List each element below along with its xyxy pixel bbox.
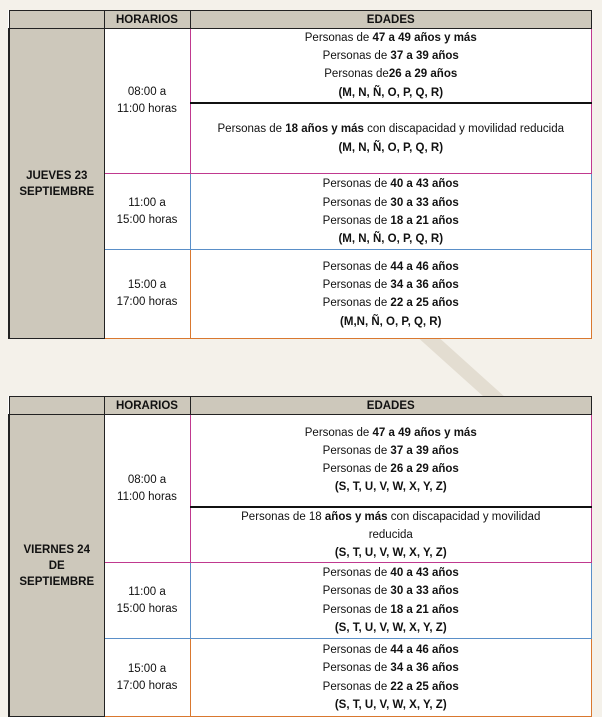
header-edades: EDADES xyxy=(190,11,592,29)
time-slot-1: 08:00 a 11:00 horas xyxy=(104,29,190,174)
schedule-table-friday xyxy=(8,396,592,717)
time-slot-3: 15:00 a 17:00 horas xyxy=(104,250,190,339)
header-horarios: HORARIOS xyxy=(104,11,190,29)
letter-group: (S, T, U, V, W, X, Y, Z) xyxy=(334,546,447,559)
time-slot-2: 11:00 a 15:00 horas xyxy=(104,563,190,639)
time-slot-2: 11:00 a 15:00 horas xyxy=(104,174,190,250)
age-group: Personas de 44 a 46 años Personas de 34 a 36 años Personas de 22 a 25 años (M,N, Ñ, O, P, Q, R) xyxy=(190,250,592,339)
age-group: Personas de 44 a 46 años Personas de 34 a 36 años Personas de 22 a 25 años (S, T, U, V, W, X, Y, Z) xyxy=(190,639,592,717)
age-group: Personas de 47 a 49 años y más Personas de 37 a 39 años Personas de 26 a 29 años (S, T, U, V, W, X, Y, Z) xyxy=(190,415,592,507)
corner-cell xyxy=(9,397,104,415)
time-slot-1: 08:00 a 11:00 horas xyxy=(104,415,190,563)
letter-group: (S, T, U, V, W, X, Y, Z) xyxy=(334,698,447,711)
day-label-thursday xyxy=(9,29,104,339)
day-line: VIERNES 24 xyxy=(23,543,90,556)
header-horarios: HORARIOS xyxy=(104,397,190,415)
letter-group: (M, N, Ñ, O, P, Q, R) xyxy=(338,233,444,246)
day-label-friday xyxy=(9,415,104,717)
day-line: DE xyxy=(48,559,65,572)
day-line: JUEVES 23 xyxy=(26,169,88,182)
letter-group: (S, T, U, V, W, X, Y, Z) xyxy=(334,481,447,494)
letter-group: (M, N, Ñ, O, P, Q, R) xyxy=(338,86,444,99)
letter-group: (S, T, U, V, W, X, Y, Z) xyxy=(334,621,447,634)
time-slot-3: 15:00 a 17:00 horas xyxy=(104,639,190,717)
age-group-disability: Personas de 18 años y más con discapacidad y movilidad reducida (M, N, Ñ, O, P, Q, R) xyxy=(190,103,592,174)
age-group: Personas de 40 a 43 años Personas de 30 a 33 años Personas de 18 a 21 años (S, T, U, V, W, X, Y, Z) xyxy=(190,563,592,639)
letter-group: (M, N, Ñ, O, P, Q, R) xyxy=(338,141,444,154)
corner-cell xyxy=(9,11,104,29)
age-group: Personas de 47 a 49 años y más Personas de 37 a 39 años Personas de26 a 29 años (M, N, Ñ, O, P, Q, R) xyxy=(190,29,592,103)
schedule-table-thursday xyxy=(8,10,592,339)
header-edades: EDADES xyxy=(190,397,592,415)
age-group-disability: Personas de 18 años y más con discapacidad y movilidad reducida (S, T, U, V, W, X, Y, Z) xyxy=(190,507,592,563)
letter-group: (M,N, Ñ, O, P, Q, R) xyxy=(340,315,442,328)
day-line: SEPTIEMBRE xyxy=(19,575,95,588)
day-line: SEPTIEMBRE xyxy=(19,185,95,198)
age-group: Personas de 40 a 43 años Personas de 30 a 33 años Personas de 18 a 21 años (M, N, Ñ, O, P, Q, R) xyxy=(190,174,592,250)
